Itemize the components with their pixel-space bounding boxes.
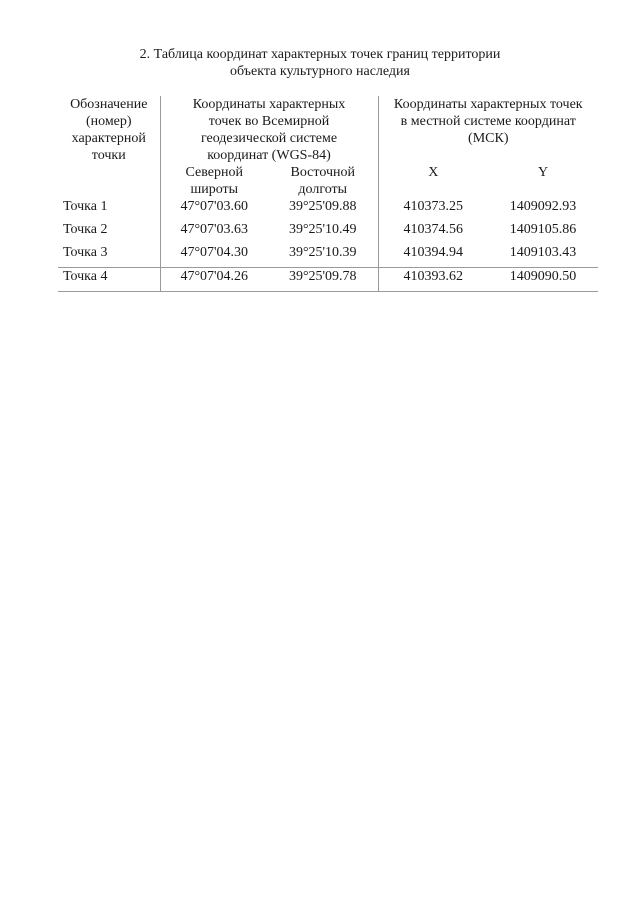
header-wgs xyxy=(160,96,378,164)
header-designation xyxy=(58,96,160,198)
msk-x: 410394.94 xyxy=(403,245,463,260)
east-longitude: 39°25'10.49 xyxy=(268,221,378,244)
east-longitude: 39°25'10.39 xyxy=(268,244,378,268)
north-latitude: 47°07'04.30 xyxy=(180,245,249,260)
east-longitude: 39°25'09.78 xyxy=(268,268,378,292)
document-title xyxy=(0,46,640,80)
table-row xyxy=(58,198,598,221)
header-msk xyxy=(378,96,598,164)
header-designation-line: характерной xyxy=(71,131,146,146)
subheader-x: X xyxy=(428,165,439,180)
subheader-north xyxy=(160,164,268,198)
coordinates-table xyxy=(58,96,598,292)
title-line-2: объекта культурного наследия xyxy=(230,64,410,79)
east-longitude: 39°25'09.88 xyxy=(268,198,378,221)
table-header-row xyxy=(58,96,598,164)
title-line-1: 2. Таблица координат характерных точек границ территории xyxy=(139,47,501,62)
header-wgs-line: Координаты характерных xyxy=(192,97,346,112)
header-designation-line: точки xyxy=(91,148,126,163)
subheader-north-line: широты xyxy=(190,182,239,197)
subheader-north-line: Северной xyxy=(185,165,243,180)
header-msk-line: в местной системе координат xyxy=(400,114,576,129)
msk-x: 410374.56 xyxy=(403,222,463,237)
msk-x: 410393.62 xyxy=(378,268,488,292)
subheader-east-line: Восточной xyxy=(290,165,355,180)
msk-y: 1409105.86 xyxy=(509,222,577,237)
msk-y: 1409090.50 xyxy=(488,268,598,292)
header-wgs-line: координат (WGS-84) xyxy=(207,148,331,163)
north-latitude: 47°07'04.26 xyxy=(160,268,268,292)
header-msk-line: (МСК) xyxy=(468,131,509,146)
header-wgs-line: геодезической системе xyxy=(200,131,338,146)
point-name: Точка 3 xyxy=(58,244,160,268)
msk-x: 410373.25 xyxy=(403,199,463,214)
point-name: Точка 1 xyxy=(58,198,160,221)
header-designation-line: (номер) xyxy=(85,114,132,129)
north-latitude: 47°07'03.60 xyxy=(180,199,249,214)
point-name: Точка 2 xyxy=(58,221,160,244)
subheader-east xyxy=(268,164,378,198)
point-name: Точка 4 xyxy=(58,268,160,292)
subheader-east-line: долготы xyxy=(298,182,348,197)
table-row xyxy=(58,268,598,292)
north-latitude: 47°07'03.63 xyxy=(180,222,249,237)
msk-y: 1409103.43 xyxy=(509,245,577,260)
header-wgs-line: точек во Всемирной xyxy=(208,114,330,129)
header-msk-line: Координаты характерных точек xyxy=(393,97,583,112)
table-row xyxy=(58,221,598,244)
msk-y: 1409092.93 xyxy=(509,199,577,214)
table-row xyxy=(58,244,598,268)
header-designation-line: Обозначение xyxy=(70,97,148,112)
subheader-y: Y xyxy=(537,165,549,180)
